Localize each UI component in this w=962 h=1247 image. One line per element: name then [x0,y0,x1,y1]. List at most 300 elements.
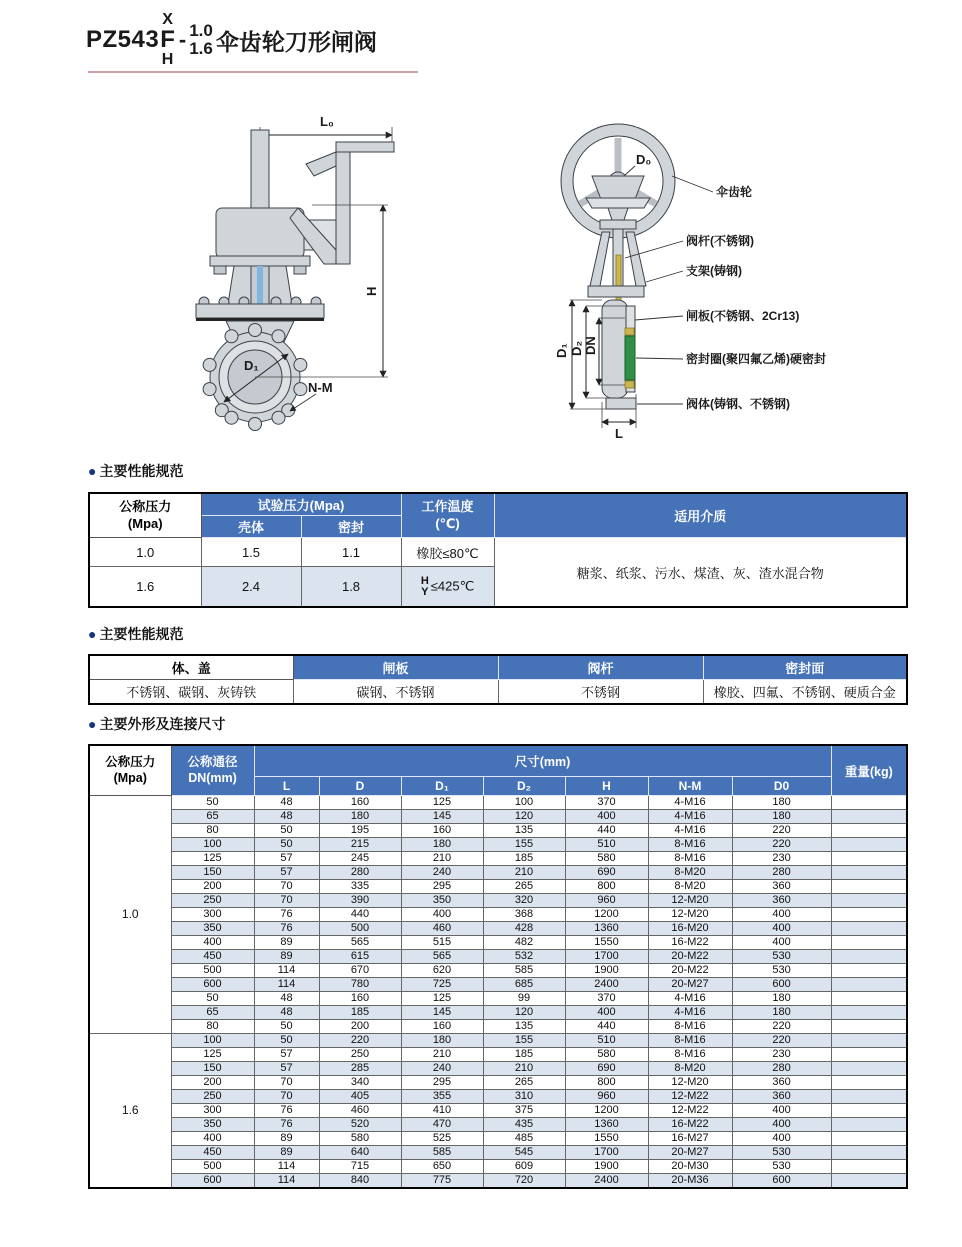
dim-cell: 4-M16 [648,992,732,1006]
dim-cell: 960 [565,1090,648,1104]
col-header-seal-face: 密封面 [703,655,907,680]
section-title-text: 主要性能规范 [99,626,184,642]
table-row [89,880,907,894]
stem-blue-line [257,266,263,304]
dim-cell: 470 [401,1118,483,1132]
dim-cell: 1200 [565,1104,648,1118]
weight-cell [831,1048,907,1062]
dim-cell: 70 [254,894,319,908]
table-row [89,838,907,852]
dim-cell: 89 [254,950,319,964]
dim-cell: 155 [483,1034,565,1048]
dim-cell: 530 [732,950,831,964]
col-header-D: D [319,777,401,796]
pressure-bottom: 1.6 [189,39,213,58]
dim-cell: 545 [483,1146,565,1160]
dim-cell: 220 [732,1034,831,1048]
dim-cell: 400 [565,1006,648,1020]
dim-label-D1-side: D₁ [554,343,569,358]
dim-cell: 580 [319,1132,401,1146]
weight-cell [831,824,907,838]
dim-cell: 215 [319,838,401,852]
dim-cell: 8-M16 [648,1048,732,1062]
dim-cell: 240 [401,866,483,880]
weight-cell [831,880,907,894]
dim-cell: 50 [171,796,254,810]
dim-cell: 120 [483,810,565,824]
dim-cell: 1200 [565,908,648,922]
valve-front-view-drawing [140,108,470,443]
col-header-seal: 密封 [301,516,401,538]
table-row [89,992,907,1006]
dim-cell: 210 [401,852,483,866]
weight-cell [831,922,907,936]
weight-cell [831,978,907,992]
shell-value: 2.4 [201,567,301,608]
weight-cell [831,810,907,824]
hy-stack: H Y [420,574,429,598]
dim-cell: 265 [483,1076,565,1090]
dim-cell: 410 [401,1104,483,1118]
label-bevel-gear: 伞齿轮 [716,185,753,199]
dim-cell: 515 [401,936,483,950]
dim-cell: 510 [565,838,648,852]
dim-cell: 100 [171,838,254,852]
dim-cell: 8-M16 [648,1020,732,1034]
dim-cell: 360 [732,880,831,894]
bullet-icon: ● [88,716,97,732]
dim-cell: 160 [319,992,401,1006]
dim-cell: 350 [171,1118,254,1132]
dim-cell: 220 [319,1034,401,1048]
dim-cell: 775 [401,1174,483,1189]
dim-cell: 20-M30 [648,1160,732,1174]
dim-cell: 800 [565,1076,648,1090]
dim-cell: 8-M20 [648,1062,732,1076]
section-title-dimensions [88,714,225,734]
dim-cell: 12-M22 [648,1090,732,1104]
dim-cell: 210 [483,866,565,880]
dim-cell: 525 [401,1132,483,1146]
dim-cell: 150 [171,866,254,880]
dim-cell: 180 [732,992,831,1006]
weight-cell [831,992,907,1006]
dim-cell: 135 [483,824,565,838]
dim-cell: 400 [401,908,483,922]
pressure-group-label: 1.6 [89,1034,171,1189]
table-row [89,1104,907,1118]
dim-cell: 230 [732,852,831,866]
dim-cell: 50 [254,838,319,852]
gate-materials: 碳钢、不锈钢 [293,680,498,705]
pn-value: 1.0 [89,538,201,567]
table-row [89,978,907,992]
dim-cell: 565 [319,936,401,950]
dim-cell: 185 [319,1006,401,1020]
dim-cell: 57 [254,1062,319,1076]
model-type-top: X [162,11,173,28]
dim-cell: 280 [732,866,831,880]
dim-cell: 245 [319,852,401,866]
dim-cell: 532 [483,950,565,964]
dim-cell: 16-M22 [648,936,732,950]
dim-cell: 1360 [565,922,648,936]
temp-value: H Y ≤425℃ [401,567,494,608]
dim-cell: 530 [732,964,831,978]
dim-cell: 70 [254,1076,319,1090]
dim-cell: 360 [732,894,831,908]
dim-label-D2: D₂ [569,340,584,356]
dim-cell: 114 [254,1160,319,1174]
dim-cell: 120 [483,1006,565,1020]
dim-cell: 615 [319,950,401,964]
dim-cell: 76 [254,1104,319,1118]
dim-cell: 20-M27 [648,1146,732,1160]
dim-cell: 57 [254,852,319,866]
dim-cell: 400 [732,1104,831,1118]
dim-cell: 100 [483,796,565,810]
dim-cell: 8-M16 [648,838,732,852]
seal-value: 1.8 [301,567,401,608]
dim-cell: 690 [565,866,648,880]
dim-cell: 65 [171,810,254,824]
dim-cell: 80 [171,1020,254,1034]
table-row [89,824,907,838]
dim-cell: 428 [483,922,565,936]
weight-cell [831,796,907,810]
weight-cell [831,1090,907,1104]
dim-cell: 145 [401,1006,483,1020]
col-header-temp: 工作温度 (℃) [401,493,494,538]
label-bracket: 支架(铸钢) [686,264,742,278]
dim-cell: 440 [565,824,648,838]
dim-cell: 400 [732,908,831,922]
dim-cell: 160 [401,824,483,838]
col-header-body-cover: 体、盖 [89,655,293,680]
table-row [89,1118,907,1132]
pressure-top: 1.0 [189,20,213,40]
dim-cell: 600 [171,978,254,992]
dim-cell: 1900 [565,1160,648,1174]
table-row [89,1020,907,1034]
table-row [89,1034,907,1048]
dim-cell: 220 [732,1020,831,1034]
page-title [86,12,377,68]
dim-cell: 295 [401,1076,483,1090]
dim-cell: 114 [254,978,319,992]
dim-cell: 715 [319,1160,401,1174]
col-header-pressure: 公称压力 (Mpa) [89,745,171,796]
table-row [89,852,907,866]
dim-cell: 400 [732,1132,831,1146]
dim-cell: 1550 [565,936,648,950]
dim-cell: 50 [254,1034,319,1048]
dim-label-L0: L₀ [320,114,334,129]
dim-cell: 8-M16 [648,852,732,866]
dim-cell: 640 [319,1146,401,1160]
table-row [89,796,907,810]
dim-cell: 585 [483,964,565,978]
performance-table [88,492,908,608]
dim-cell: 230 [732,1048,831,1062]
dim-cell: 160 [319,796,401,810]
dim-cell: 16-M20 [648,922,732,936]
dim-cell: 295 [401,880,483,894]
dim-cell: 16-M27 [648,1132,732,1146]
dim-cell: 180 [319,810,401,824]
dim-cell: 8-M16 [648,1034,732,1048]
dim-cell: 12-M20 [648,1076,732,1090]
col-header-test-pressure: 试验压力(Mpa) [201,493,401,516]
dim-cell: 12-M20 [648,894,732,908]
weight-cell [831,852,907,866]
label-stem: 阀杆(不锈钢) [686,234,754,248]
dim-cell: 725 [401,978,483,992]
col-header-D2: D₂ [483,777,565,796]
dim-cell: 670 [319,964,401,978]
pn-value: 1.6 [89,567,201,608]
dim-cell: 720 [483,1174,565,1189]
dim-cell: 48 [254,810,319,824]
weight-cell [831,1062,907,1076]
col-header-NM: N-M [648,777,732,796]
dimensions-table [88,744,908,1189]
weight-cell [831,1006,907,1020]
dim-cell: 12-M20 [648,908,732,922]
dim-cell: 200 [171,880,254,894]
stem-materials: 不锈钢 [498,680,703,705]
dim-cell: 2400 [565,1174,648,1189]
dim-cell: 89 [254,1146,319,1160]
temp-value: 橡胶≤80℃ [401,538,494,567]
dim-cell: 400 [171,936,254,950]
dim-cell: 125 [401,796,483,810]
dim-cell: 220 [732,824,831,838]
dim-cell: 180 [401,838,483,852]
dim-cell: 20-M36 [648,1174,732,1189]
dim-cell: 580 [565,1048,648,1062]
dim-label-D1-front: D₁ [244,358,259,373]
dim-cell: 960 [565,894,648,908]
dim-cell: 400 [732,922,831,936]
dim-cell: 220 [732,838,831,852]
dim-cell: 600 [732,978,831,992]
dim-cell: 8-M20 [648,880,732,894]
dim-cell: 400 [171,1132,254,1146]
dim-cell: 500 [171,964,254,978]
dim-cell: 650 [401,1160,483,1174]
dim-cell: 510 [565,1034,648,1048]
dim-cell: 355 [401,1090,483,1104]
dim-cell: 375 [483,1104,565,1118]
dim-cell: 180 [401,1034,483,1048]
dimensions-tbody [89,796,907,1189]
dim-cell: 1900 [565,964,648,978]
dim-cell: 155 [483,838,565,852]
dim-cell: 76 [254,1118,319,1132]
body-cover-materials: 不锈钢、碳钢、灰铸铁 [89,680,293,705]
dim-cell: 4-M16 [648,810,732,824]
weight-cell [831,1034,907,1048]
label-body: 阀体(铸钢、不锈钢) [686,397,790,411]
dim-cell: 180 [732,810,831,824]
pressure-group-label: 1.0 [89,796,171,1034]
weight-cell [831,1174,907,1189]
dim-cell: 400 [732,1118,831,1132]
col-header-L: L [254,777,319,796]
dim-cell: 335 [319,880,401,894]
label-seal: 密封圈(聚四氟乙烯)硬密封 [686,352,826,366]
dim-cell: 280 [319,866,401,880]
col-header-pressure: 公称压力 (Mpa) [89,493,201,538]
dim-cell: 16-M22 [648,1118,732,1132]
dim-cell: 125 [401,992,483,1006]
dim-cell: 70 [254,1090,319,1104]
dim-cell: 565 [401,950,483,964]
dim-cell: 12-M22 [648,1104,732,1118]
weight-cell [831,950,907,964]
bullet-icon: ● [88,626,97,642]
seal-ring-green [625,336,635,380]
dim-cell: 185 [483,1048,565,1062]
table-row [89,810,907,824]
col-header-shell: 壳体 [201,516,301,538]
dim-cell: 145 [401,810,483,824]
shell-value: 1.5 [201,538,301,567]
dim-cell: 250 [171,894,254,908]
dim-cell: 4-M16 [648,824,732,838]
dim-cell: 300 [171,1104,254,1118]
dim-cell: 50 [171,992,254,1006]
dim-cell: 20-M22 [648,964,732,978]
materials-table [88,654,908,705]
table-row [89,1160,907,1174]
weight-cell [831,1146,907,1160]
weight-cell [831,1104,907,1118]
weight-cell [831,908,907,922]
dim-cell: 300 [171,908,254,922]
dim-cell: 460 [319,1104,401,1118]
dim-cell: 450 [171,1146,254,1160]
dim-cell: 89 [254,1132,319,1146]
dim-cell: 530 [732,1146,831,1160]
dim-cell: 368 [483,908,565,922]
dim-cell: 840 [319,1174,401,1189]
weight-cell [831,1118,907,1132]
model-type-mid: F [160,26,175,53]
dim-cell: 180 [732,1006,831,1020]
dim-cell: 500 [319,922,401,936]
col-header-D0: D0 [732,777,831,796]
dim-cell: 210 [401,1048,483,1062]
dim-cell: 2400 [565,978,648,992]
title-divider [88,71,418,73]
pressure-fraction [189,22,213,59]
dim-cell: 1700 [565,950,648,964]
table-row [89,1174,907,1189]
dim-cell: 390 [319,894,401,908]
dim-cell: 310 [483,1090,565,1104]
bullet-icon: ● [88,463,97,479]
valve-side-view-drawing [540,108,940,443]
valve-name: 伞齿轮刀形闸阀 [215,28,377,55]
dim-cell: 350 [171,922,254,936]
col-header-H: H [565,777,648,796]
dim-cell: 530 [732,1160,831,1174]
weight-cell [831,866,907,880]
dim-label-D0: D₀ [636,152,652,167]
table-row [89,922,907,936]
table-row [89,936,907,950]
table-row [89,1090,907,1104]
dim-cell: 800 [565,880,648,894]
dim-label-L: L [615,426,623,441]
dim-cell: 600 [732,1174,831,1189]
dim-cell: 620 [401,964,483,978]
dim-cell: 250 [171,1090,254,1104]
dim-cell: 76 [254,908,319,922]
table-row [89,950,907,964]
dim-cell: 265 [483,880,565,894]
dim-cell: 400 [565,810,648,824]
col-header-size: 尺寸(mm) [254,745,831,777]
dim-cell: 180 [732,796,831,810]
dim-cell: 585 [401,1146,483,1160]
weight-cell [831,936,907,950]
dim-cell: 100 [171,1034,254,1048]
dim-cell: 580 [565,852,648,866]
dim-cell: 57 [254,866,319,880]
dim-label-H: H [364,286,379,296]
dim-cell: 440 [565,1020,648,1034]
dim-cell: 195 [319,824,401,838]
dim-cell: 210 [483,1062,565,1076]
dim-cell: 1700 [565,1146,648,1160]
dim-cell: 200 [171,1076,254,1090]
dim-cell: 600 [171,1174,254,1189]
materials-row [89,680,907,705]
dim-cell: 485 [483,1132,565,1146]
table-row [89,1006,907,1020]
dim-cell: 450 [171,950,254,964]
dim-label-NM: N-M [308,380,333,395]
table-row [89,964,907,978]
dim-cell: 690 [565,1062,648,1076]
dim-cell: 99 [483,992,565,1006]
dim-cell: 20-M27 [648,978,732,992]
dim-cell: 114 [254,1174,319,1189]
weight-cell [831,964,907,978]
weight-cell [831,1160,907,1174]
dim-cell: 200 [319,1020,401,1034]
seal-face-materials: 橡胶、四氟、不锈钢、硬质合金 [703,680,907,705]
dim-cell: 114 [254,964,319,978]
table-row [89,1062,907,1076]
dim-cell: 285 [319,1062,401,1076]
model-series: PZ543 [86,26,160,53]
dim-cell: 400 [732,936,831,950]
dim-cell: 160 [401,1020,483,1034]
dim-cell: 80 [171,824,254,838]
dim-cell: 250 [319,1048,401,1062]
dim-cell: 280 [732,1062,831,1076]
dim-cell: 50 [254,1020,319,1034]
label-gate: 闸板(不锈钢、2Cr13) [686,309,800,323]
dim-cell: 520 [319,1118,401,1132]
weight-cell [831,838,907,852]
seal-value: 1.1 [301,538,401,567]
dim-cell: 4-M16 [648,796,732,810]
